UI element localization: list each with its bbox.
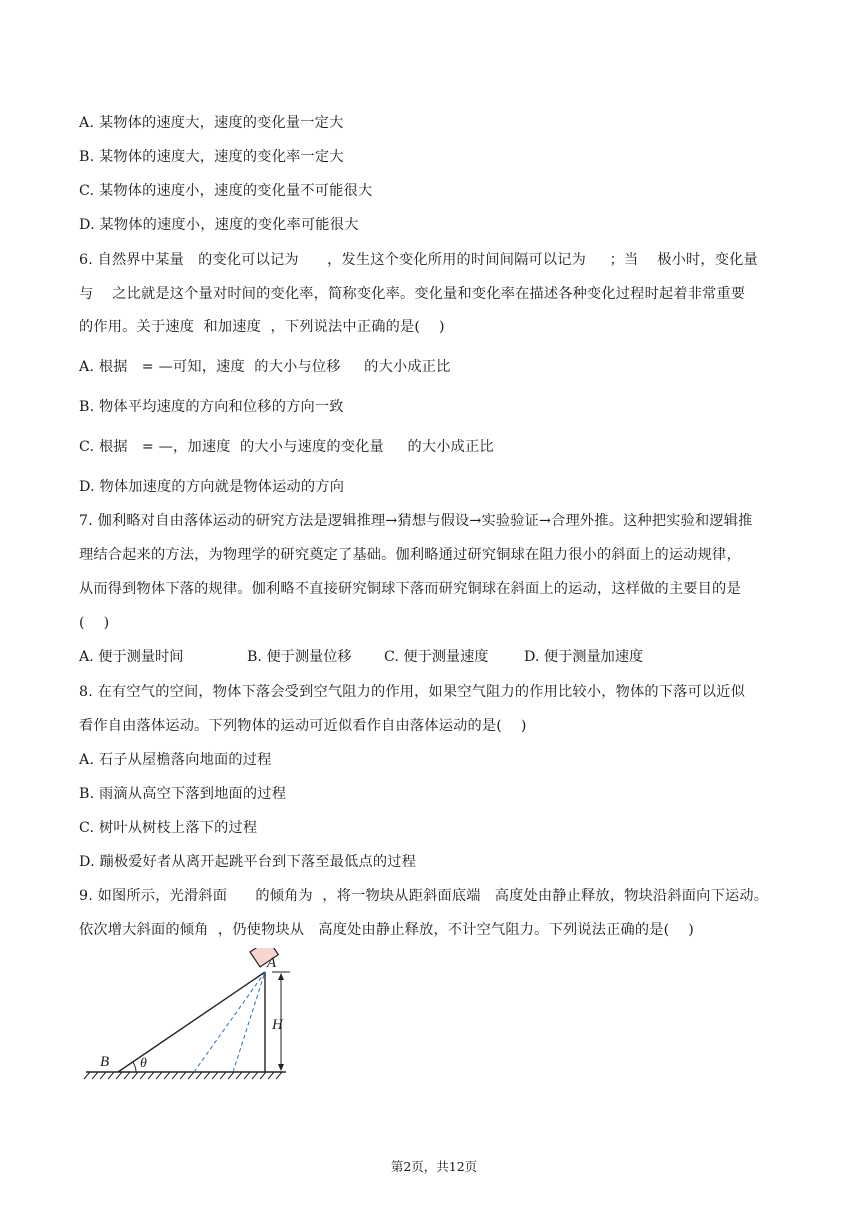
q6-stem-line-2: 与 之比就是这个量对时间的变化率，简称变化率。变化量和变化率在描述各种变化过程时起着非常重要	[79, 286, 746, 302]
q7-option-d: D. 便于测量加速度	[524, 649, 644, 665]
q8-option-d: D. 蹦极爱好者从离开起跳平台到下落至最低点的过程	[79, 854, 417, 870]
label-theta: θ	[140, 1056, 147, 1071]
q8-stem-line-2: 看作自由落体运动。下列物体的运动可近似看作自由落体运动的是( )	[79, 718, 527, 734]
q8-option-c: C. 树叶从树枝上落下的过程	[79, 820, 258, 836]
label-b: B	[100, 1054, 110, 1070]
q9-stem-line-2: 依次增大斜面的倾角 ，仍使物块从 高度处由静止释放，不计空气阻力。下列说法正确的是( )	[79, 922, 694, 938]
dashed-incline-1	[194, 972, 265, 1072]
q7-option-a: A. 便于测量时间	[79, 649, 184, 665]
q6-option-c: C. 根据 = —，加速度 的大小与速度的变化量 的大小成正比	[79, 439, 494, 455]
q7-stem-line-4: ( )	[79, 615, 110, 631]
label-h: H	[272, 1017, 283, 1033]
q7-option-c: C. 便于测量速度	[384, 649, 489, 665]
page-footer: 第2页，共12页	[390, 1159, 478, 1174]
q7-option-b: B. 便于测量位移	[247, 649, 352, 665]
q6-option-a: A. 根据 = —可知，速度 的大小与位移 的大小成正比	[79, 359, 451, 375]
q6-stem-line-3: 的作用。关于速度 和加速度 ，下列说法中正确的是( )	[79, 319, 445, 335]
q6-option-b: B. 物体平均速度的方向和位移的方向一致	[79, 399, 344, 415]
h-arrow-down	[278, 1064, 284, 1071]
incline-diagram	[80, 948, 295, 1083]
q5-option-d: D. 某物体的速度小，速度的变化率可能很大	[79, 217, 359, 233]
ground-hatching	[84, 1072, 282, 1079]
h-arrow-up	[278, 973, 284, 980]
dashed-incline-2	[233, 972, 265, 1072]
q5-option-c: C. 某物体的速度小，速度的变化量不可能很大	[79, 183, 373, 199]
q7-options-row	[79, 647, 779, 667]
q6-option-d: D. 物体加速度的方向就是物体运动的方向	[79, 479, 345, 495]
q5-option-a: A. 某物体的速度大，速度的变化量一定大	[79, 115, 344, 131]
q9-stem-line-1: 9. 如图所示，光滑斜面 的倾角为 ，将一物块从距斜面底端 高度处由静止释放，物块沿斜面向下运动。	[79, 888, 769, 904]
q7-stem-line-1: 7. 伽利略对自由落体运动的研究方法是逻辑推理→猜想与假设→实验验证→合理外推。这种把实验和逻辑推	[79, 513, 753, 529]
q6-stem-line-1: 6. 自然界中某量 的变化可以记为 ，发生这个变化所用的时间间隔可以记为 ；当 极小时，变化量	[79, 252, 758, 268]
q5-option-b: B. 某物体的速度大，速度的变化率一定大	[79, 149, 344, 165]
label-a: A	[267, 955, 277, 971]
q7-stem-line-3: 从而得到物体下落的规律。伽利略不直接研究铜球下落而研究铜球在斜面上的运动，这样做的主要目的是	[79, 581, 741, 597]
q8-stem-line-1: 8. 在有空气的空间，物体下落会受到空气阻力的作用，如果空气阻力的作用比较小，物体的下落可以近似	[79, 684, 746, 700]
q8-option-a: A. 石子从屋檐落向地面的过程	[79, 752, 272, 768]
theta-arc	[133, 1062, 136, 1072]
q8-option-b: B. 雨滴从高空下落到地面的过程	[79, 786, 287, 802]
q7-stem-line-2: 理结合起来的方法，为物理学的研究奠定了基础。伽利略通过研究铜球在阻力很小的斜面上的运动规律，	[79, 547, 741, 563]
